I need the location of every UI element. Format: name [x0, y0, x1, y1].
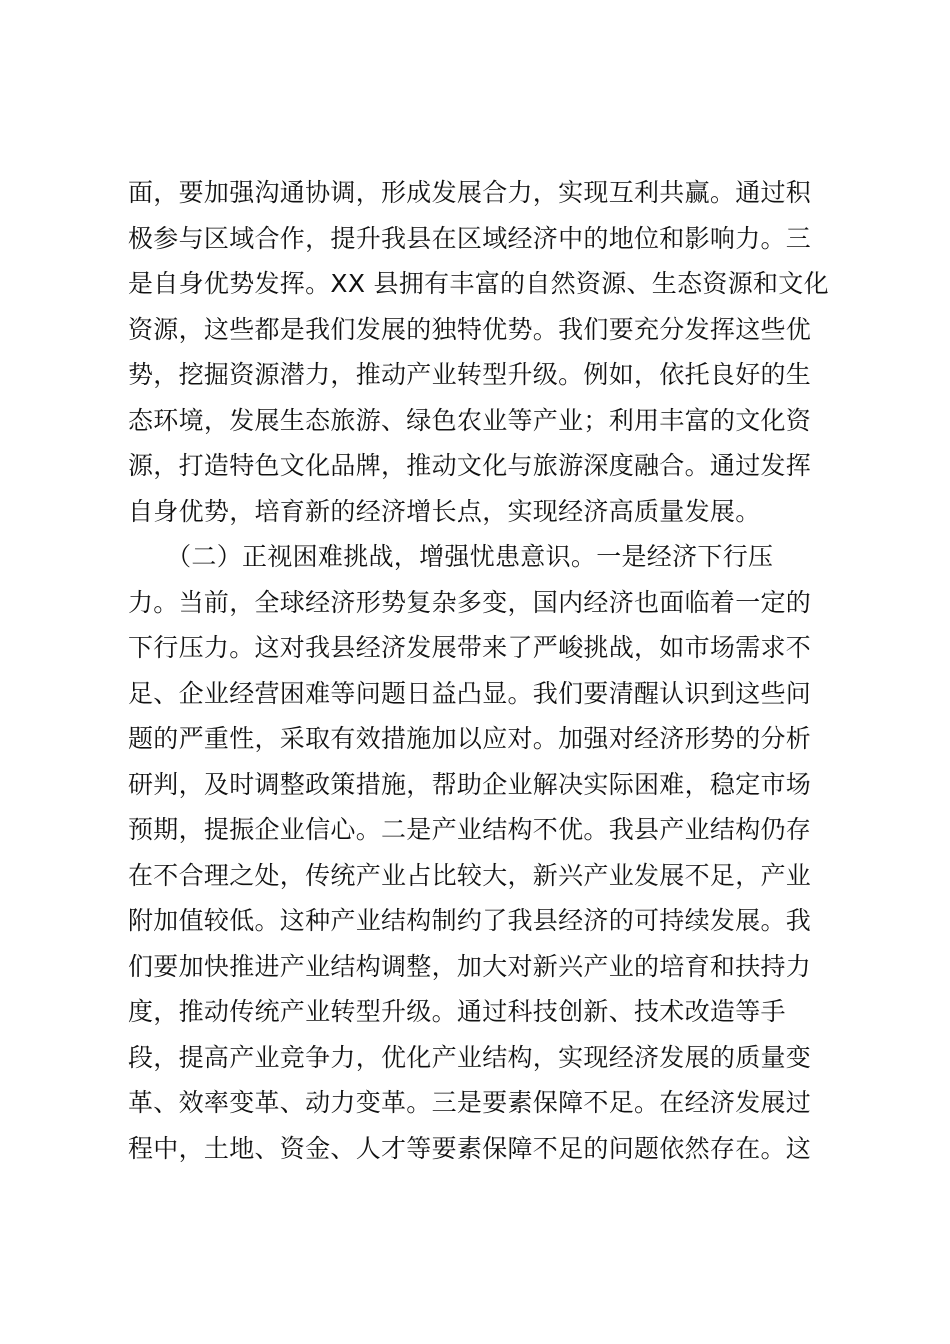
- text-line: 度，推动传统产业转型升级。通过科技创新、技术改造等手: [128, 997, 786, 1026]
- text-line: 在不合理之处，传统产业占比较大，新兴产业发展不足，产业: [128, 860, 812, 890]
- text-line: 面，要加强沟通协调，形成发展合力，实现互利共赢。通过积: [128, 178, 812, 207]
- text-line: 题的严重性，采取有效措施加以应对。加强对经济形势的分析: [128, 724, 812, 753]
- text-line: 势，挖掘资源潜力，推动产业转型升级。例如，依托良好的生: [128, 360, 812, 389]
- text-line: 自身优势，培育新的经济增长点，实现经济高质量发展。: [128, 496, 761, 526]
- text-line: 研判，及时调整政策措施，帮助企业解决实际困难，稳定市场: [128, 769, 812, 799]
- text-line: 力。当前，全球经济形势复杂多变，国内经济也面临着一定的: [128, 587, 812, 617]
- text-line: 态环境，发展生态旅游、绿色农业等产业；利用丰富的文化资: [128, 405, 812, 435]
- text-line: 附加值较低。这种产业结构制约了我县经济的可持续发展。我: [128, 906, 812, 935]
- text-line: 资源，这些都是我们发展的独特优势。我们要充分发挥这些优: [128, 314, 812, 344]
- text-line: （二）正视困难挑战，增强忧患意识。一是经济下行压: [128, 542, 774, 571]
- text-line: 是自身优势发挥。XX 县拥有丰富的自然资源、生态资源和文化: [128, 269, 829, 298]
- text-line: 源，打造特色文化品牌，推动文化与旅游深度融合。通过发挥: [128, 451, 812, 480]
- text-line: 极参与区域合作，提升我县在区域经济中的地位和影响力。三: [128, 223, 812, 253]
- text-line: 预期，提振企业信心。二是产业结构不优。我县产业结构仍存: [128, 815, 812, 844]
- text-line: 们要加快推进产业结构调整，加大对新兴产业的培育和扶持力: [128, 951, 812, 981]
- text-line: 下行压力。这对我县经济发展带来了严峻挑战，如市场需求不: [128, 633, 812, 662]
- text-line: 程中，土地、资金、人才等要素保障不足的问题依然存在。这: [128, 1133, 812, 1163]
- text-line: 段，提高产业竞争力，优化产业结构，实现经济发展的质量变: [128, 1042, 812, 1072]
- text-line: 革、效率变革、动力变革。三是要素保障不足。在经济发展过: [128, 1088, 812, 1117]
- text-line: 足、企业经营困难等问题日益凸显。我们要清醒认识到这些问: [128, 678, 812, 708]
